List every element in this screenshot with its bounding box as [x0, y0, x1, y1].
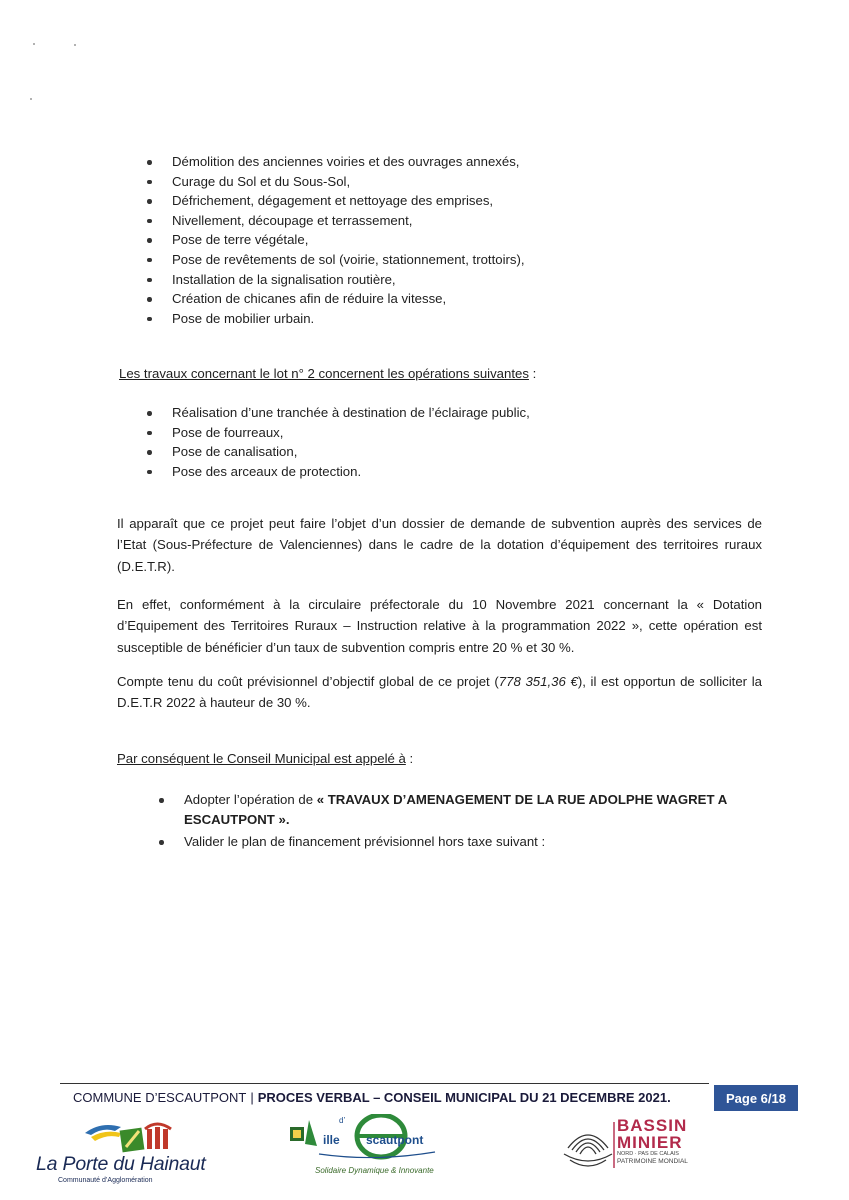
list-item: Pose de terre végétale, — [147, 230, 525, 250]
list-item: Pose des arceaux de protection. — [147, 462, 530, 482]
porte-logo-subtitle: Communauté d’Agglomération — [58, 1177, 153, 1184]
list-item: Pose de revêtements de sol (voirie, stationnement, trottoirs), — [147, 250, 525, 270]
bullet-icon — [159, 798, 164, 803]
lot2-operations-list — [147, 403, 530, 481]
bullet-icon — [147, 180, 152, 185]
conseil-heading: Par conséquent le Conseil Municipal est appelé à : — [117, 751, 414, 766]
bullet-icon — [147, 317, 152, 322]
bullet-icon — [147, 470, 152, 475]
list-item: Nivellement, découpage et terrassement, — [147, 211, 525, 231]
list-item: Pose de mobilier urbain. — [147, 309, 525, 329]
list-item: Réalisation d’une tranchée à destination de l’éclairage public, — [147, 403, 530, 423]
bullet-icon — [147, 431, 152, 436]
list-item: Défrichement, dégagement et nettoyage des emprises, — [147, 191, 525, 211]
list-item: Curage du Sol et du Sous-Sol, — [147, 172, 525, 192]
bullet-icon — [147, 278, 152, 283]
bullet-icon — [147, 450, 152, 455]
lot1-operations-list — [147, 152, 525, 328]
list-item: Valider le plan de financement prévisionnel hors taxe suivant : — [159, 832, 794, 852]
escaut-logo-d: d’ — [339, 1116, 346, 1125]
amount-value: 778 351,36 € — [498, 674, 578, 689]
bullet-icon — [147, 199, 152, 204]
escaut-logo-name: scautpont — [366, 1133, 424, 1147]
footer-rule — [60, 1083, 709, 1084]
paragraph-detr: Il apparaît que ce projet peut faire l’objet d’un dossier de demande de subvention auprès des services de l’Etat (Sous-Préfecture de Valenciennes) dans le cadre de la dotation d’équipement des territoires ruraux (D.E.T.R). — [117, 516, 762, 574]
bassin-logo-line1: BASSIN — [617, 1116, 688, 1135]
scan-speck — [33, 43, 35, 45]
bullet-icon — [147, 297, 152, 302]
bullet-icon — [147, 411, 152, 416]
lot2-heading: Les travaux concernant le lot n° 2 concernent les opérations suivantes : — [119, 366, 537, 381]
bassin-logo-line2: MINIER — [617, 1133, 683, 1152]
list-item: Démolition des anciennes voiries et des ouvrages annexés, — [147, 152, 525, 172]
list-item: Adopter l’opération de « TRAVAUX D’AMENAGEMENT DE LA RUE ADOLPHE WAGRET A ESCAUTPONT ». — [159, 790, 794, 830]
bullet-icon — [147, 258, 152, 263]
fingerprint-emblem-icon — [560, 1118, 616, 1174]
escaut-logo-slogan: Solidaire Dynamique & Innovante — [315, 1166, 434, 1175]
bullet-icon — [147, 160, 152, 165]
scan-speck — [74, 44, 76, 46]
bassin-logo-line3: NORD · PAS DE CALAIS — [617, 1151, 679, 1157]
porte-logo-name: La Porte du Hainaut — [36, 1153, 206, 1175]
list-item: Pose de fourreaux, — [147, 423, 530, 443]
porte-emblem-icon — [81, 1117, 211, 1155]
porte-du-hainaut-logo — [36, 1117, 236, 1187]
list-item: Création de chicanes afin de réduire la vitesse, — [147, 289, 525, 309]
paragraph-cout: Compte tenu du coût prévisionnel d’objectif global de ce projet (778 351,36 €), il est opportun de solliciter la D.E.T.R 2022 à hauteur de 30 %. — [117, 674, 762, 711]
bullet-icon — [159, 840, 164, 845]
bassin-logo-line4: PATRIMOINE MONDIAL — [617, 1158, 688, 1165]
footer-title: COMMUNE D’ESCAUTPONT | PROCES VERBAL – CONSEIL MUNICIPAL DU 21 DECEMBRE 2021. — [73, 1090, 671, 1105]
list-item: Installation de la signalisation routière, — [147, 270, 525, 290]
page-number-badge: Page 6/18 — [714, 1085, 798, 1111]
scan-speck — [30, 98, 32, 100]
conseil-actions-list — [159, 790, 794, 854]
paragraph-circulaire: En effet, conformément à la circulaire préfectorale du 10 Novembre 2021 concernant la « Dotation d’Equipement des Territoires Ruraux – Instruction relative à la programmation 2022 », cette opération est susceptible de bénéficier d’un taux de subvention compris entre 20 % et 30 %. — [117, 597, 762, 655]
list-item: Pose de canalisation, — [147, 442, 530, 462]
bassin-minier-logo — [560, 1116, 690, 1176]
bullet-icon — [147, 219, 152, 224]
bullet-icon — [147, 238, 152, 243]
escaut-logo-ville: ille — [323, 1133, 340, 1147]
ville-escautpont-logo — [285, 1114, 445, 1186]
